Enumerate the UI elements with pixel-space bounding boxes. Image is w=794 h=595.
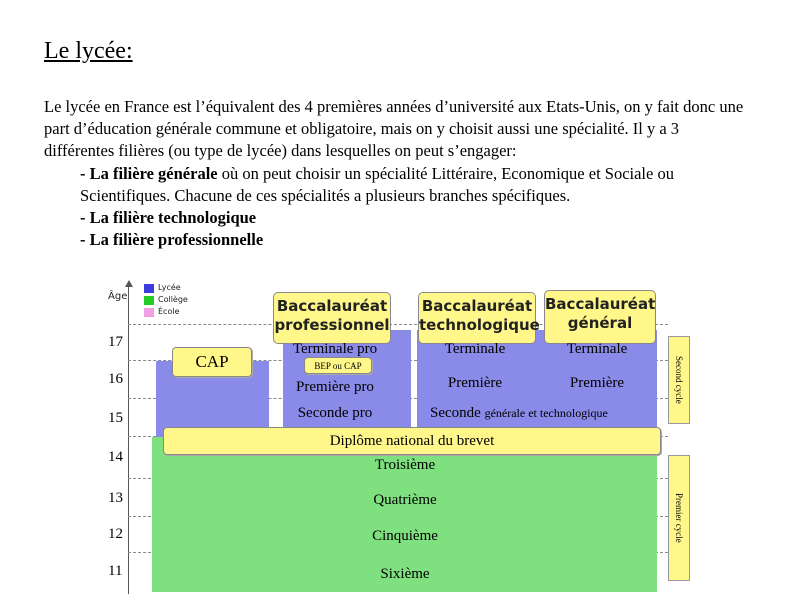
quatrieme-label: Quatrième	[373, 492, 437, 508]
terminale-pro-label: Terminale pro	[292, 341, 378, 357]
seconde-detail: générale et technologique	[484, 406, 608, 420]
y-axis	[128, 284, 129, 594]
seconde-word: Seconde	[430, 405, 481, 421]
brevet-scroll: Diplôme national du brevet	[163, 427, 661, 455]
premiere-pro-label: Première pro	[296, 379, 374, 395]
list-item-techno	[44, 207, 750, 229]
bac-pro-scroll: Baccalauréat professionnel	[273, 292, 391, 344]
age-tick: 12	[108, 526, 123, 542]
item-bold: - La filière générale	[80, 163, 218, 183]
bac-techno-scroll: Baccalauréat technologique	[418, 292, 536, 344]
legend-label-college: Collège	[158, 295, 188, 304]
cinquieme-label: Cinquième	[372, 528, 438, 544]
premiere-techno-label: Première	[447, 375, 503, 391]
legend-swatch-lycee	[144, 284, 154, 293]
list-item-pro	[44, 229, 750, 251]
legend-swatch-ecole	[144, 308, 154, 317]
premier-cycle-label: Premier cycle	[668, 455, 690, 581]
premiere-general-label: Première	[569, 375, 625, 391]
list-item-generale	[44, 163, 750, 207]
age-tick: 11	[108, 563, 123, 579]
age-tick: 15	[108, 410, 123, 426]
axis-label: Âge	[108, 291, 128, 302]
second-cycle-label: Second cycle	[668, 336, 690, 424]
troisieme-label: Troisième	[374, 457, 436, 473]
item-text: où on peut choisir un spécialité Littéraire, Economique et Sociale ou Scientifiques. Chacune de ces spécialités a plusieurs branches spécifiques.	[80, 163, 674, 205]
sixieme-label: Sixième	[380, 566, 430, 582]
age-tick: 14	[108, 449, 123, 465]
bep-cap-scroll: BEP ou CAP	[304, 357, 372, 374]
item-bold: - La filière professionnelle	[80, 230, 264, 250]
y-axis-arrowhead	[125, 280, 133, 287]
seconde-pro-label: Seconde pro	[297, 405, 373, 421]
seconde-gt-label	[430, 405, 660, 422]
intro-paragraph	[44, 96, 750, 251]
page-title: Le lycée:	[44, 38, 133, 64]
legend-label-ecole: École	[158, 307, 180, 316]
legend-swatch-college	[144, 296, 154, 305]
terminale-general-label: Terminale	[566, 341, 628, 357]
age-tick: 17	[108, 334, 123, 350]
intro-text: Le lycée en France est l’équivalent des 4 premières années d’université aux Etats-Unis, on y fait donc une part d’éducation générale commune et obligatoire, mais on y choisit aussi une spécialité. Il y a 3 différentes filières (ou type de lycée) dans lesquelles on peut s’engager:	[44, 97, 744, 161]
age-tick: 16	[108, 371, 123, 387]
age-tick: 13	[108, 490, 123, 506]
item-bold: - La filière technologique	[80, 208, 257, 228]
terminale-techno-label: Terminale	[444, 341, 506, 357]
legend-label-lycee: Lycée	[158, 283, 181, 292]
cap-scroll: CAP	[172, 347, 252, 377]
bac-general-scroll: Baccalauréat général	[544, 290, 656, 344]
